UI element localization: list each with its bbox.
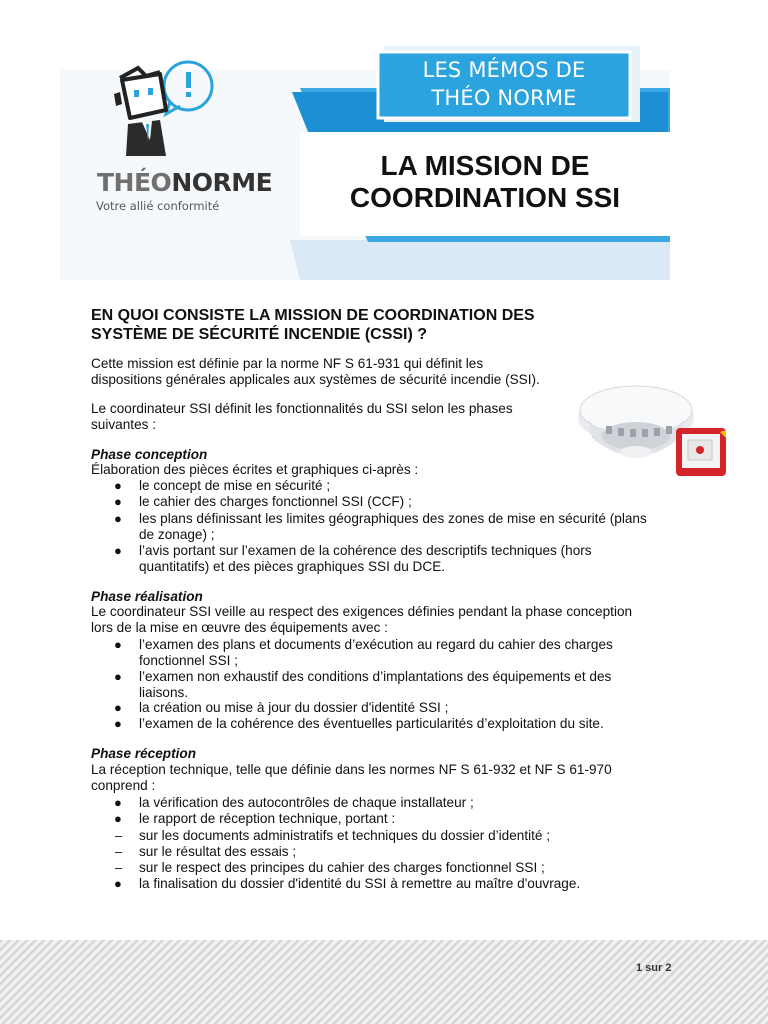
list-item: le rapport de réception technique, portant : (139, 811, 396, 826)
phase-reception-intro-2: conprend : (91, 778, 156, 793)
phase-realisation-title: Phase réalisation (91, 589, 203, 604)
page-number: 1 sur 2 (636, 962, 672, 974)
intro-line-2: dispositions générales applicales aux systèmes de sécurité incendie (SSI). (91, 372, 540, 387)
phase-conception-title: Phase conception (91, 447, 208, 462)
coord-line-2: suivantes : (91, 417, 156, 432)
dash-bullet-icon: – (115, 860, 123, 875)
list-item: le cahier des charges fonctionnel SSI (CCF) ; (139, 494, 412, 509)
list-item-continued: de zonage) ; (139, 527, 215, 542)
dash-bullet-icon: – (115, 828, 123, 843)
bullet-icon: ● (114, 795, 122, 810)
section-heading-line-2: SYSTÈME DE SÉCURITÉ INCENDIE (CSSI) ? (91, 326, 428, 343)
list-item: sur le respect des principes du cahier des charges fonctionnel SSI ; (139, 860, 545, 875)
bullet-icon: ● (114, 700, 122, 715)
list-item: l’avis portant sur l’examen de la cohérence des descriptifs techniques (hors (139, 543, 592, 558)
intro-line-1: Cette mission est définie par la norme NF S 61-931 qui définit les (91, 356, 484, 371)
list-item: l’examen des plans et documents d’exécution au regard du cahier des charges (139, 637, 613, 652)
list-item: la finalisation du dossier d'identité du SSI à remettre au maître d'ouvrage. (139, 876, 581, 891)
list-item: la création ou mise à jour du dossier d'identité SSI ; (139, 700, 449, 715)
bullet-icon: ● (114, 543, 122, 558)
memo-line-2: THÉO NORME (431, 86, 577, 110)
list-item-continued: liaisons. (139, 685, 189, 700)
bullet-icon: ● (114, 716, 122, 731)
bullet-icon: ● (114, 494, 122, 509)
list-item: la vérification des autocontrôles de chaque installateur ; (139, 795, 474, 810)
bullet-icon: ● (114, 669, 122, 684)
dash-bullet-icon: – (115, 844, 123, 859)
logo-theo: THÉO (97, 168, 172, 197)
list-item: l’examen non exhaustif des conditions d’implantations des équipements et des (139, 669, 612, 684)
logo-tagline: Votre allié conformité (96, 199, 220, 213)
bullet-icon: ● (114, 511, 122, 526)
doc-title-line-1: LA MISSION DE (380, 150, 590, 181)
list-item: l’examen de la cohérence des éventuelles particularités d’exploitation du site. (139, 716, 604, 731)
mascot-logo-icon (108, 60, 220, 160)
phase-realisation-intro-2: lors de la mise en œuvre des équipements avec : (91, 620, 388, 635)
list-item-continued: fonctionnel SSI ; (139, 653, 238, 668)
coord-line-1: Le coordinateur SSI définit les fonctionnalités du SSI selon les phases (91, 401, 513, 416)
logo-wordmark (97, 168, 272, 197)
list-item: sur les documents administratifs et techniques du dossier d’identité ; (139, 828, 551, 843)
list-item: sur le résultat des essais ; (139, 844, 297, 859)
phase-reception-intro-1: La réception technique, telle que définie dans les normes NF S 61-932 et NF S 61-970 (91, 762, 612, 777)
bullet-icon: ● (114, 811, 122, 826)
doc-title-line-2: COORDINATION SSI (349, 182, 621, 213)
list-item-continued: quantitatifs) et des pièces graphiques SSI du DCE. (139, 559, 446, 574)
bullet-icon: ● (114, 478, 122, 493)
phase-reception-title: Phase réception (91, 746, 197, 761)
bullet-icon: ● (114, 876, 122, 891)
logo-norme: NORME (171, 168, 273, 197)
phase-realisation-intro-1: Le coordinateur SSI veille au respect des exigences définies pendant la phase conception (91, 604, 633, 619)
list-item: le concept de mise en sécurité ; (139, 478, 331, 493)
memo-line-1: LES MÉMOS DE (422, 58, 586, 82)
phase-conception-intro: Élaboration des pièces écrites et graphiques ci-après : (91, 462, 419, 477)
footer-hatched-band (0, 940, 768, 1024)
section-heading-line-1: EN QUOI CONSISTE LA MISSION DE COORDINATION DES (91, 307, 535, 324)
memo-box (378, 52, 630, 118)
list-item: les plans définissant les limites géographiques des zones de mise en sécurité (plans (139, 511, 647, 526)
bullet-icon: ● (114, 637, 122, 652)
